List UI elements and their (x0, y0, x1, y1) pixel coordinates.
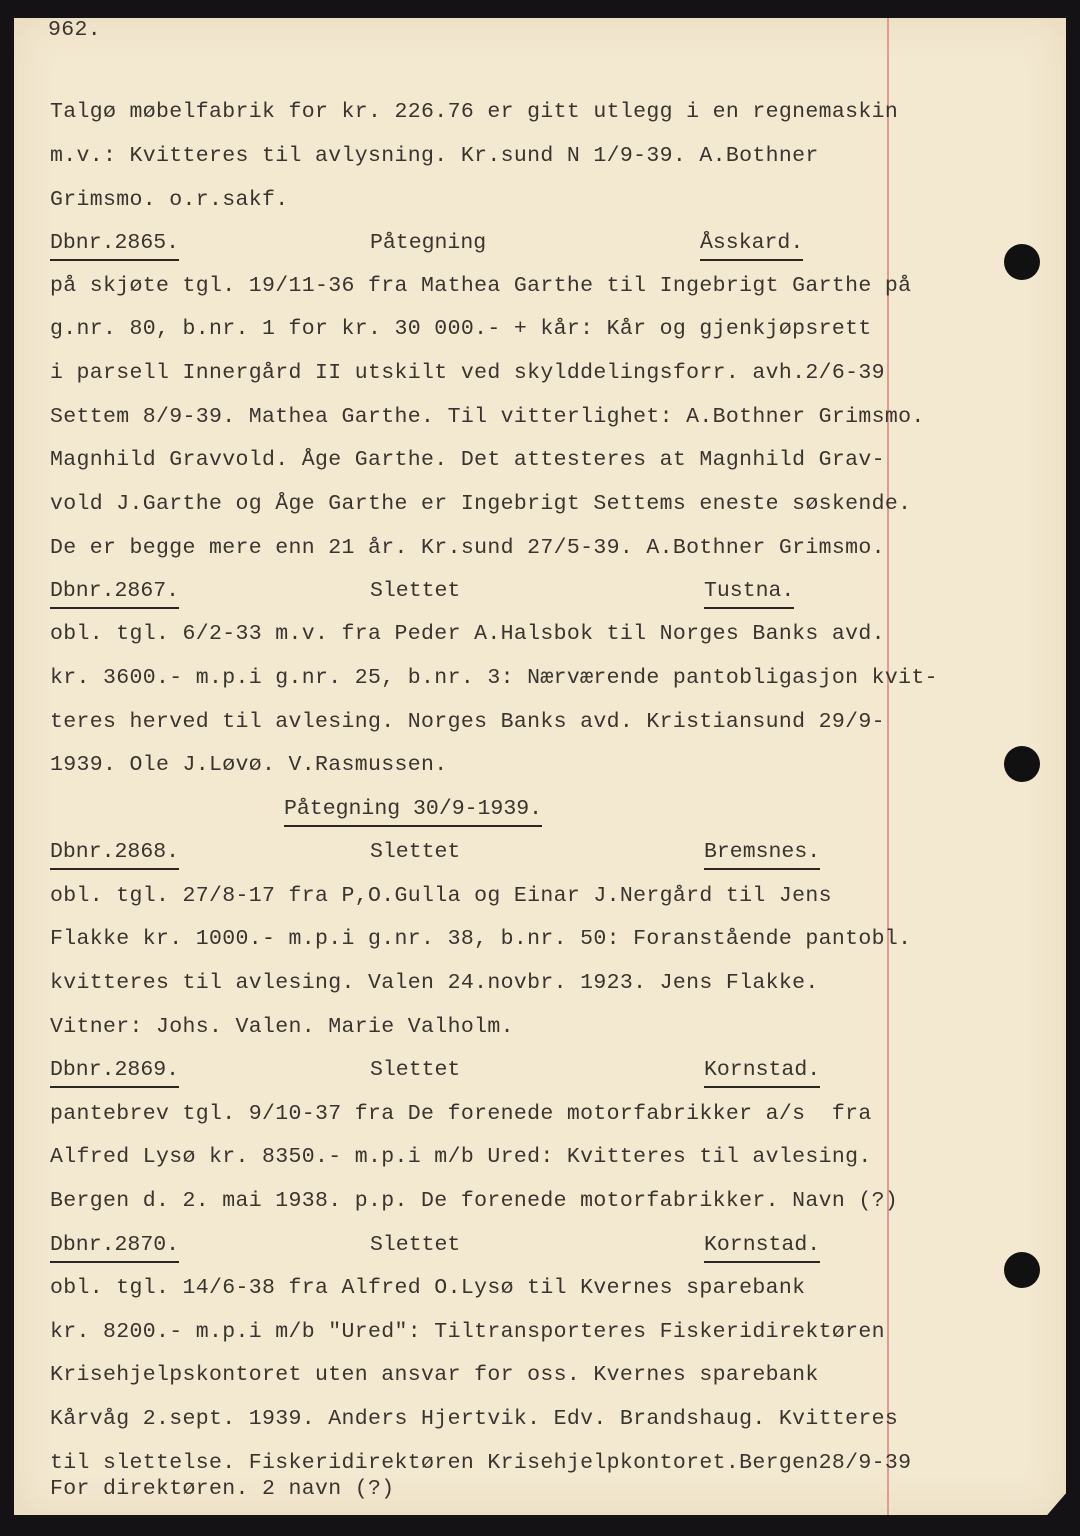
text-line: Krisehjelpskontoret uten ansvar for oss. Kvernes sparebank (50, 1363, 819, 1387)
subheading-row (14, 797, 1066, 827)
entry-header (14, 840, 1066, 870)
text-line: Alfred Lysø kr. 8350.- m.p.i m/b Ured: Kvitteres til avlesing. (50, 1145, 872, 1169)
text-line: kvitteres til avlesing. Valen 24.novbr. 1923. Jens Flakke. (50, 971, 819, 995)
text-line: Settem 8/9-39. Mathea Garthe. Til vitterlighet: A.Bothner Grimsmo. (50, 405, 925, 429)
text-line: på skjøte tgl. 19/11-36 fra Mathea Garthe til Ingebrigt Garthe på (50, 274, 912, 298)
text-line: kr. 8200.- m.p.i m/b "Ured": Tiltransporteres Fiskeridirektøren (50, 1320, 885, 1344)
entry-location: Kornstad. (704, 1233, 820, 1263)
text-line: For direktøren. 2 navn (?) (50, 1477, 395, 1501)
entry-header (14, 1058, 1066, 1088)
text-line: Grimsmo. o.r.sakf. (50, 188, 289, 212)
entry-location: Tustna. (704, 579, 794, 609)
text-line: Flakke kr. 1000.- m.p.i g.nr. 38, b.nr. 50: Foranstående pantobl. (50, 927, 912, 951)
entry-action: Slettet (370, 1233, 461, 1257)
text-line: Magnhild Gravvold. Åge Garthe. Det attesteres at Magnhild Grav- (50, 448, 885, 472)
text-line: De er begge mere enn 21 år. Kr.sund 27/5-39. A.Bothner Grimsmo. (50, 536, 885, 560)
text-line: 1939. Ole J.Løvø. V.Rasmussen. (50, 753, 448, 777)
text-line: kr. 3600.- m.p.i g.nr. 25, b.nr. 3: Nærværende pantobligasjon kvit- (50, 666, 938, 690)
document-page (14, 18, 1066, 1515)
folded-corner (1030, 1477, 1080, 1535)
text-line: Bergen d. 2. mai 1938. p.p. De forenede motorfabrikker. Navn (?) (50, 1189, 899, 1213)
entry-action: Slettet (370, 840, 461, 864)
text-line: g.nr. 80, b.nr. 1 for kr. 30 000.- + kår: Kår og gjenkjøpsrett (50, 317, 872, 341)
text-line: teres herved til avlesing. Norges Banks avd. Kristiansund 29/9- (50, 710, 885, 734)
entry-action: Slettet (370, 1058, 461, 1082)
subheading: Påtegning 30/9-1939. (284, 797, 542, 827)
punch-hole-icon (1004, 746, 1040, 782)
entry-dbnr: Dbnr.2870. (50, 1233, 179, 1263)
text-line: obl. tgl. 27/8-17 fra P,O.Gulla og Einar J.Nergård til Jens (50, 884, 832, 908)
page-number: 962. (48, 18, 102, 42)
entry-action: Påtegning (370, 231, 487, 255)
text-line: obl. tgl. 6/2-33 m.v. fra Peder A.Halsbok til Norges Banks avd. (50, 622, 885, 646)
text-line: vold J.Garthe og Åge Garthe er Ingebrigt Settems eneste søskende. (50, 492, 912, 516)
text-line: m.v.: Kvitteres til avlysning. Kr.sund N 1/9-39. A.Bothner (50, 144, 819, 168)
text-line: obl. tgl. 14/6-38 fra Alfred O.Lysø til Kvernes sparebank (50, 1276, 806, 1300)
entry-location: Åsskard. (700, 231, 803, 261)
entry-header (14, 1233, 1066, 1263)
entry-location: Bremsnes. (704, 840, 820, 870)
text-line: pantebrev tgl. 9/10-37 fra De forenede motorfabrikker a/s fra (50, 1102, 872, 1126)
entry-dbnr: Dbnr.2865. (50, 231, 179, 261)
text-line: Talgø møbelfabrik for kr. 226.76 er gitt utlegg i en regnemaskin (50, 100, 899, 124)
entry-location: Kornstad. (704, 1058, 820, 1088)
text-line: Kårvåg 2.sept. 1939. Anders Hjertvik. Edv. Brandshaug. Kvitteres (50, 1407, 899, 1431)
entry-action: Slettet (370, 579, 461, 603)
entry-header (14, 231, 1066, 261)
text-line: i parsell Innergård II utskilt ved skylddelingsforr. avh.2/6-39 (50, 361, 885, 385)
entry-header (14, 579, 1066, 609)
text-line: til slettelse. Fiskeridirektøren Krisehjelpkontoret.Bergen28/9-39 (50, 1451, 912, 1475)
entry-dbnr: Dbnr.2867. (50, 579, 179, 609)
text-line: Vitner: Johs. Valen. Marie Valholm. (50, 1015, 514, 1039)
entry-dbnr: Dbnr.2868. (50, 840, 179, 870)
entry-dbnr: Dbnr.2869. (50, 1058, 179, 1088)
